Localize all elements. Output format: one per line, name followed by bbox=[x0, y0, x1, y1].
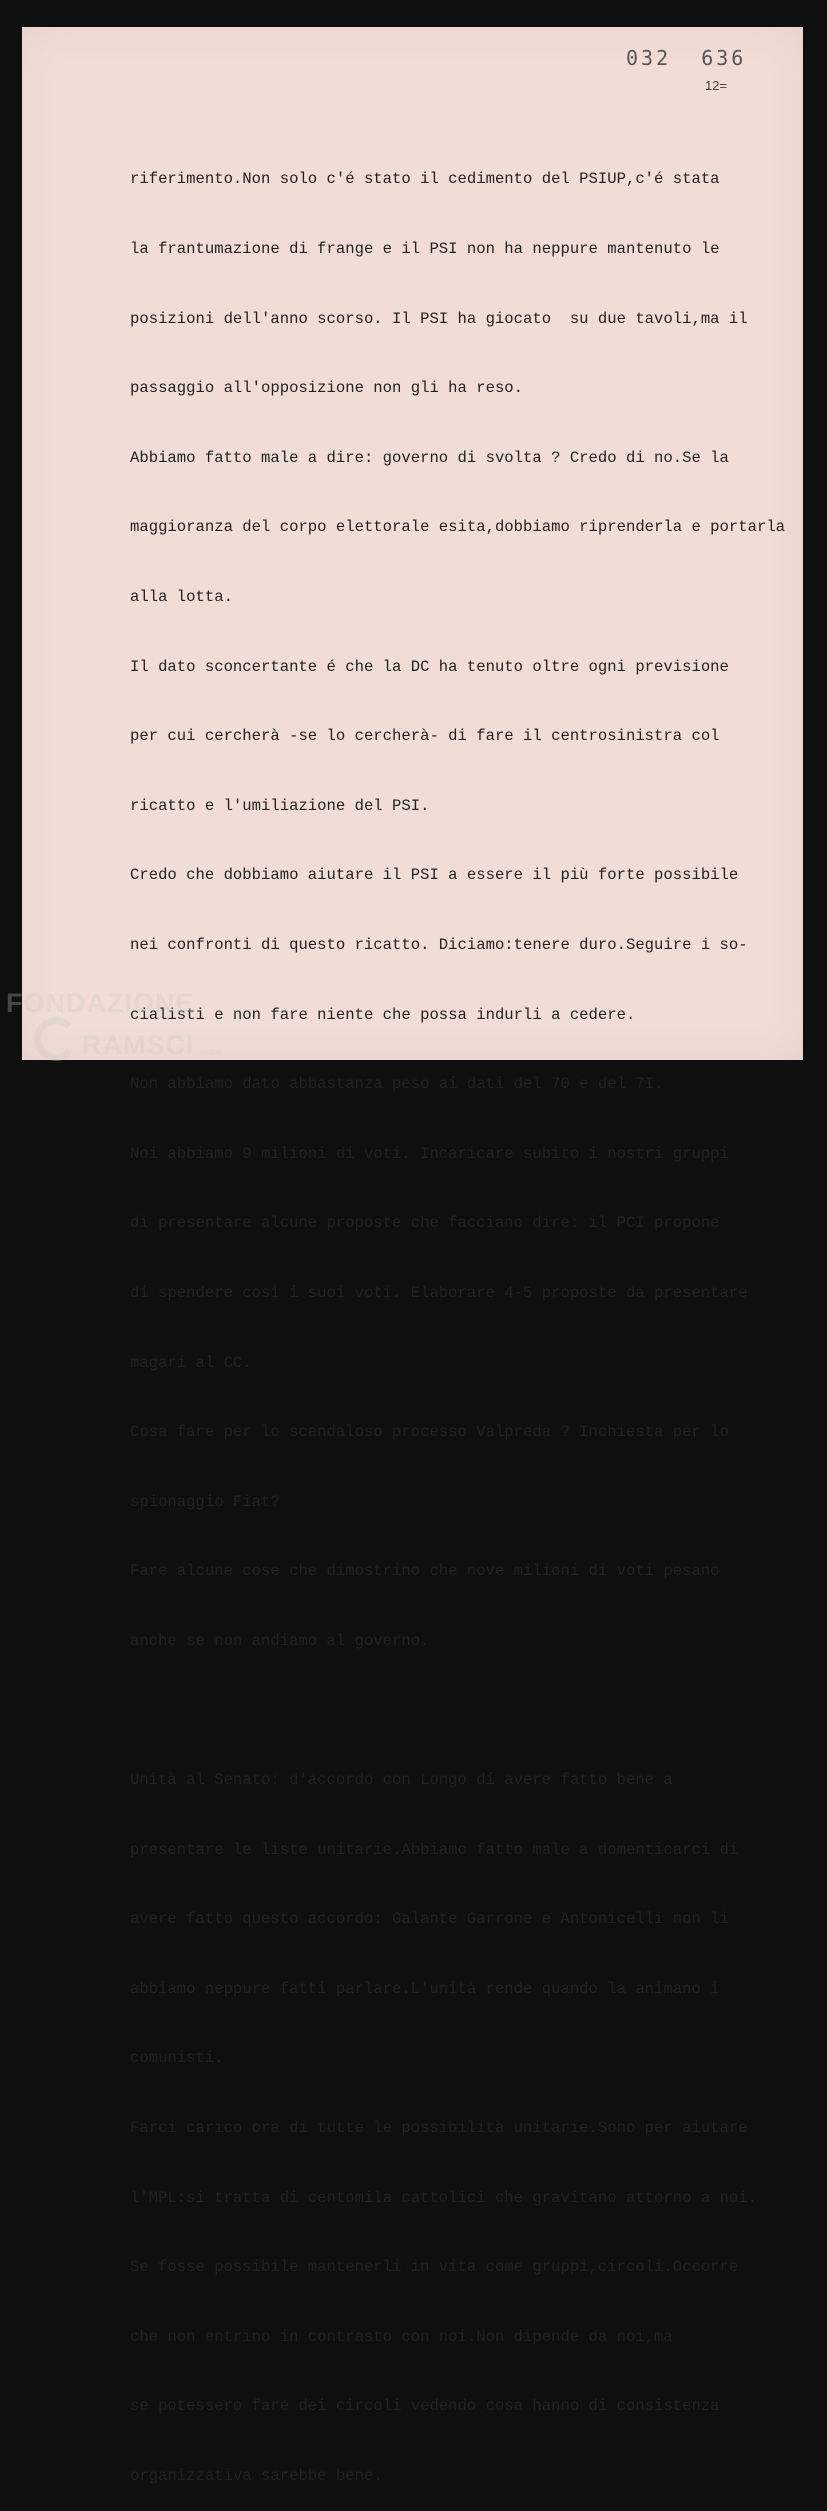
text-line: riferimento.Non solo c'é stato il cedimento del PSIUP,c'é stata bbox=[130, 170, 720, 189]
text-line: magari al CC. bbox=[130, 1353, 252, 1372]
text-line: Credo che dobbiamo aiutare il PSI a essere il più forte possibile bbox=[130, 866, 739, 885]
text-line: ricatto e l'umiliazione del PSI. bbox=[130, 796, 430, 815]
text-line: Il dato sconcertante é che la DC ha tenuto oltre ogni previsione bbox=[130, 657, 729, 676]
watermark-line1: FONDAZIONE bbox=[6, 988, 195, 1018]
text-line: avere fatto questo accordo: Galante Garrone e Antonicelli non li bbox=[130, 1910, 729, 1929]
text-line: abbiamo neppure fatti parlare.L'unità rende quando la animano i bbox=[130, 1979, 720, 1998]
text-line: Noi abbiamo 9 milioni di voti. Incaricare subito i nostri gruppi bbox=[130, 1144, 729, 1163]
text-line: alla lotta. bbox=[130, 587, 233, 606]
text-line: nei confronti di questo ricatto. Diciamo:tenere duro.Seguire i so- bbox=[130, 935, 748, 954]
text-line: posizioni dell'anno scorso. Il PSI ha giocato su due tavoli,ma il bbox=[130, 309, 748, 328]
text-line: l'MPL:si tratta di centomila cattolici che gravitano attorno a noi. bbox=[130, 2188, 757, 2207]
text-line: presentare le liste unitarie.Abbiamo fatto male a domenticarci di bbox=[130, 1840, 739, 1859]
text-line: per cui cercherà -se lo cercherà- di fare il centrosinistra col bbox=[130, 727, 720, 746]
archive-number: 032 636 bbox=[626, 46, 747, 70]
text-line: di spendere così i suoi voti. Elaborare 4-5 proposte da presentare bbox=[130, 1283, 748, 1302]
text-line: che non entrino in contrasto con noi.Non dipende da noi,ma bbox=[130, 2327, 673, 2346]
text-line: la frantumazione di frange e il PSI non ha neppure mantenuto le bbox=[130, 240, 720, 258]
text-line: maggioranza del corpo elettorale esita,dobbiamo riprenderla e portarla bbox=[130, 518, 786, 537]
text-line: comunisti. bbox=[130, 2049, 224, 2068]
text-line: Non abbiamo dato abbastanza peso ai dati del 70 e del 7I. bbox=[130, 1075, 664, 1094]
text-line: passaggio all'opposizione non gli ha reso. bbox=[130, 379, 524, 398]
text-line: anche se non andiamo al governo. bbox=[130, 1631, 430, 1650]
text-line: Unità al Senato: d'accordo con Longo di avere fatto bene a bbox=[130, 1771, 673, 1790]
text-line: Se fosse possibile mantenerli in vita come gruppi,circoli.Occorre bbox=[130, 2258, 739, 2277]
text-line: organizzativa sarebbe bene. bbox=[130, 2467, 383, 2485]
paragraph-gap bbox=[130, 1699, 820, 1722]
typewritten-text bbox=[130, 122, 820, 2511]
fondazione-gramsci-watermark bbox=[6, 988, 222, 1061]
text-line: di presentare alcune proposte che facciano dire: il PCI propone bbox=[130, 1214, 720, 1233]
watermark-suffix: onlus bbox=[200, 1047, 223, 1057]
text-line: cialisti e non fare niente che possa indurli a cedere. bbox=[130, 1005, 636, 1024]
text-line: Farci carico ora di tutte le possibilità unitarie.Sono per aiutare bbox=[130, 2119, 748, 2138]
text-line: Cosa fare per lo scandaloso processo Valpreda ? Inchiesta per lo bbox=[130, 1423, 729, 1442]
watermark-line2: RAMSCI bbox=[82, 1030, 195, 1060]
text-line: se potessero fare dei circoli vedendo cosa hanno di consistenza bbox=[130, 2397, 720, 2416]
gramsci-g-logo-icon bbox=[34, 1017, 78, 1061]
page-number-mark: 12= bbox=[705, 78, 728, 93]
text-line: spionaggio Fiat? bbox=[130, 1492, 280, 1511]
text-line: Abbiamo fatto male a dire: governo di svolta ? Credo di no.Se la bbox=[130, 448, 729, 467]
text-line: Fare alcune cose che dimostrino che nove milioni di voti pesano bbox=[130, 1562, 720, 1581]
